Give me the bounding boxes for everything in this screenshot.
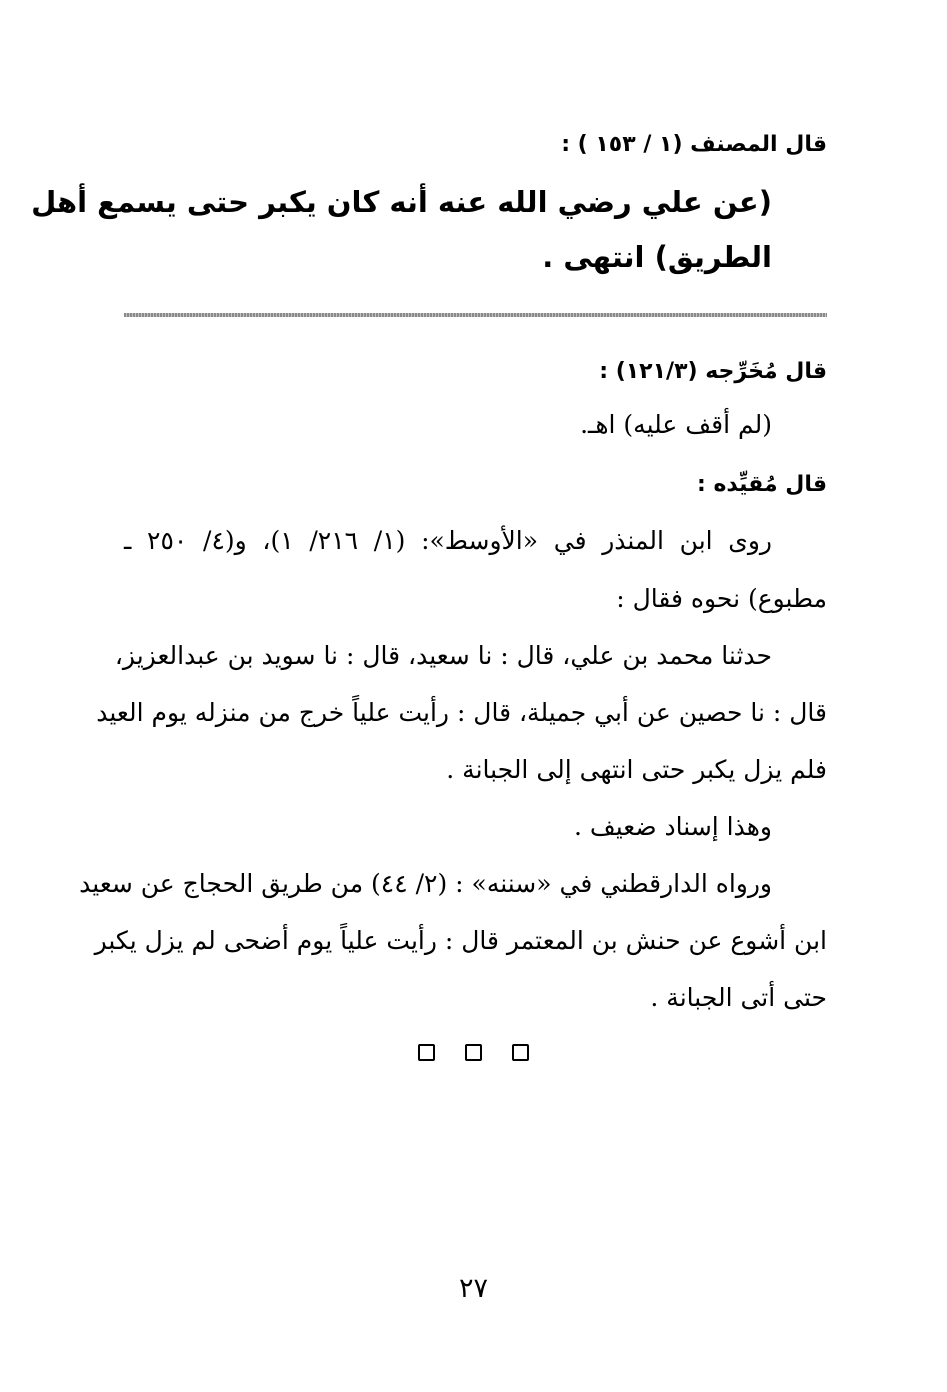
body-line: حتى أتى الجبانة . [650, 983, 827, 1012]
section-end-ornament [0, 1044, 947, 1061]
body-line: فلم يزل يكبر حتى انتهى إلى الجبانة . [446, 755, 827, 784]
body-line: حدثنا محمد بن علي، قال : نا سعيد، قال : نا سويد بن عبدالعزيز، [114, 641, 772, 670]
body-line: ابن أشوع عن حنش بن المعتمر قال : رأيت علياً يوم أضحى لم يزل يكبر [94, 926, 827, 955]
body-line: قال : نا حصين عن أبي جميلة، قال : رأيت علياً خرج من منزله يوم العيد [96, 698, 827, 727]
body-line: روى ابن المنذر في «الأوسط»: (١/ ٢١٦/ ١)، و(٤/ ٢٥٠ ـ [124, 526, 772, 555]
takhrij-text: (لم أقف عليه) اهـ. [580, 410, 772, 439]
square-ornament-icon [512, 1044, 529, 1061]
body-line: وهذا إسناد ضعيف . [573, 812, 772, 841]
section-heading-muqayyid: قال مُقيِّده : [696, 472, 827, 497]
quote-line: (عن علي رضي الله عنه أنه كان يكبر حتى يسمع أهل [31, 185, 772, 219]
page-number: ٢٧ [458, 1273, 488, 1304]
section-heading-takhrij: قال مُخَرِّجه (١٢١/٣) : [599, 359, 827, 384]
body-line: مطبوع) نحوه فقال : [616, 584, 827, 613]
section-divider [124, 313, 827, 317]
body-line: ورواه الدارقطني في «سننه» : (٢/ ٤٤) من طريق الحجاج عن سعيد [79, 869, 772, 898]
square-ornament-icon [418, 1044, 435, 1061]
square-ornament-icon [465, 1044, 482, 1061]
quote-line: الطريق) انتهى . [542, 240, 772, 274]
section-heading-author: قال المصنف (١ / ١٥٣ ) : [561, 132, 827, 157]
